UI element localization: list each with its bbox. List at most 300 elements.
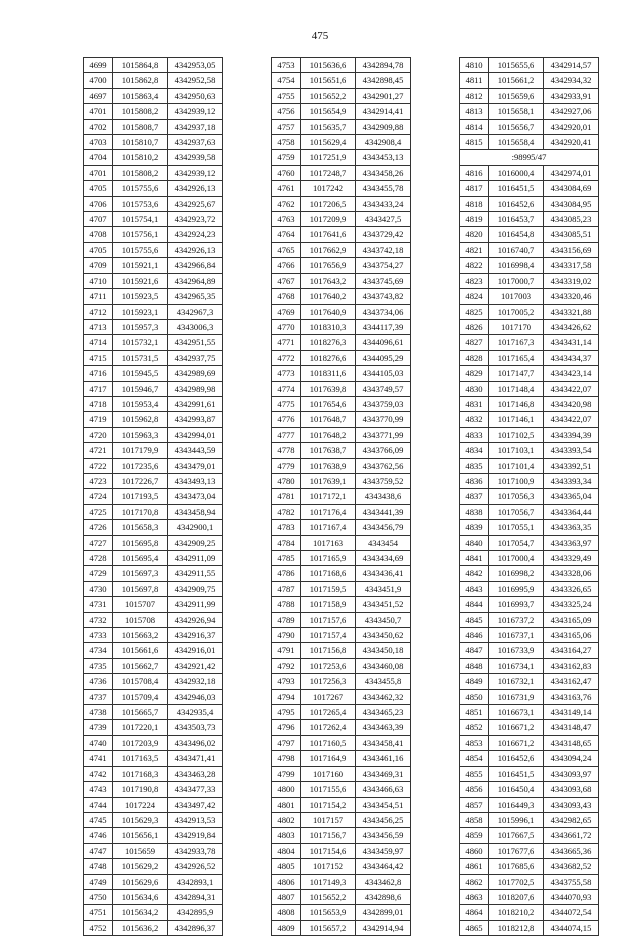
table-row — [84, 396, 223, 411]
x-coordinate-cell: 1015661,6 — [113, 643, 168, 658]
point-number-cell: 4750 — [84, 889, 113, 904]
point-number-cell: 4766 — [272, 258, 301, 273]
y-coordinate-cell: 4343469,31 — [356, 766, 411, 781]
y-coordinate-cell: 4343156,69 — [544, 242, 599, 257]
table-row — [460, 304, 599, 319]
table-row — [272, 643, 411, 658]
y-coordinate-cell: 4342923,72 — [168, 212, 223, 227]
point-number-cell: 4828 — [460, 350, 489, 365]
y-coordinate-cell: 4343422,07 — [544, 381, 599, 396]
table-row — [460, 504, 599, 519]
y-coordinate-cell: 4343497,42 — [168, 797, 223, 812]
x-coordinate-cell: 1016731,9 — [489, 689, 544, 704]
x-coordinate-cell: 1016454,8 — [489, 227, 544, 242]
y-coordinate-cell: 4342989,69 — [168, 366, 223, 381]
x-coordinate-cell: 1017154,2 — [301, 797, 356, 812]
point-number-cell: 4812 — [460, 88, 489, 103]
point-number-cell: 4793 — [272, 674, 301, 689]
y-coordinate-cell: 4342946,03 — [168, 689, 223, 704]
point-number-cell: 4741 — [84, 751, 113, 766]
point-number-cell: 4743 — [84, 782, 113, 797]
table-row — [84, 227, 223, 242]
table-row — [272, 412, 411, 427]
point-number-cell: 4770 — [272, 319, 301, 334]
point-number-cell: 4777 — [272, 427, 301, 442]
x-coordinate-cell: 1017056,3 — [489, 489, 544, 504]
table-row — [84, 119, 223, 134]
x-coordinate-cell: 1015731,5 — [113, 350, 168, 365]
x-coordinate-cell: 1016737,2 — [489, 612, 544, 627]
point-number-cell: 4711 — [84, 289, 113, 304]
x-coordinate-cell: 1015652,2 — [301, 889, 356, 904]
table-row — [272, 843, 411, 858]
table-row — [460, 273, 599, 288]
y-coordinate-cell: 4343329,49 — [544, 551, 599, 566]
y-coordinate-cell: 4343477,33 — [168, 782, 223, 797]
x-coordinate-cell: 1015659 — [113, 843, 168, 858]
point-number-cell: 4833 — [460, 427, 489, 442]
y-coordinate-cell: 4342911,99 — [168, 597, 223, 612]
point-number-cell: 4787 — [272, 581, 301, 596]
table-row — [84, 705, 223, 720]
point-number-cell: 4848 — [460, 658, 489, 673]
x-coordinate-cell: 1015659,6 — [489, 88, 544, 103]
point-number-cell: 4786 — [272, 566, 301, 581]
y-coordinate-cell: 4343162,83 — [544, 658, 599, 673]
y-coordinate-cell: 4343770,99 — [356, 412, 411, 427]
table-row — [460, 165, 599, 180]
point-number-cell: 4832 — [460, 412, 489, 427]
point-number-cell: 4706 — [84, 196, 113, 211]
table-row — [84, 458, 223, 473]
x-coordinate-cell: 1015754,1 — [113, 212, 168, 227]
table-row — [460, 458, 599, 473]
x-coordinate-cell: 1017702,5 — [489, 874, 544, 889]
y-coordinate-cell: 4342916,01 — [168, 643, 223, 658]
point-number-cell: 4762 — [272, 196, 301, 211]
x-coordinate-cell: 1017220,1 — [113, 720, 168, 735]
y-coordinate-cell: 4343463,28 — [168, 766, 223, 781]
y-coordinate-cell: 4343393,54 — [544, 443, 599, 458]
point-number-cell: 4760 — [272, 165, 301, 180]
table-row — [272, 366, 411, 381]
y-coordinate-cell: 4343326,65 — [544, 581, 599, 596]
table-row — [84, 335, 223, 350]
x-coordinate-cell: 1015636,2 — [113, 920, 168, 935]
page-number: 475 — [311, 30, 329, 42]
y-coordinate-cell: 4343503,73 — [168, 720, 223, 735]
x-coordinate-cell: 1016451,5 — [489, 181, 544, 196]
y-coordinate-cell: 4343458,41 — [356, 735, 411, 750]
point-number-cell: 4807 — [272, 889, 301, 904]
point-number-cell: 4806 — [272, 874, 301, 889]
x-coordinate-cell: 1017654,6 — [301, 396, 356, 411]
y-coordinate-cell: 4344070,93 — [544, 889, 599, 904]
table-row — [460, 812, 599, 827]
point-number-cell: 4742 — [84, 766, 113, 781]
table-row — [460, 104, 599, 119]
table-row — [272, 381, 411, 396]
table-row — [460, 58, 599, 73]
point-number-cell: 4737 — [84, 689, 113, 704]
point-number-cell: 4710 — [84, 273, 113, 288]
y-coordinate-cell: 4343148,47 — [544, 720, 599, 735]
point-number-cell: 4838 — [460, 504, 489, 519]
table-row — [84, 88, 223, 103]
point-number-cell: 4861 — [460, 859, 489, 874]
point-number-cell: 4724 — [84, 489, 113, 504]
point-number-cell: 4776 — [272, 412, 301, 427]
y-coordinate-cell: 4343451,52 — [356, 597, 411, 612]
y-coordinate-cell: 4343006,3 — [168, 319, 223, 334]
x-coordinate-cell: 1017156,8 — [301, 643, 356, 658]
y-coordinate-cell: 4343427,5 — [356, 212, 411, 227]
x-coordinate-cell: 1015962,8 — [113, 412, 168, 427]
point-number-cell: 4852 — [460, 720, 489, 735]
point-number-cell: 4823 — [460, 273, 489, 288]
x-coordinate-cell: 1015923,5 — [113, 289, 168, 304]
y-coordinate-cell: 4343321,88 — [544, 304, 599, 319]
table-row — [272, 473, 411, 488]
table-row — [272, 273, 411, 288]
point-number-cell: 4855 — [460, 766, 489, 781]
table-row — [460, 643, 599, 658]
x-coordinate-cell: 1017167,3 — [489, 335, 544, 350]
y-coordinate-cell: 4343450,18 — [356, 643, 411, 658]
point-number-cell: 4816 — [460, 165, 489, 180]
x-coordinate-cell: 1015707 — [113, 597, 168, 612]
point-number-cell: 4846 — [460, 628, 489, 643]
x-coordinate-cell: 1017179,9 — [113, 443, 168, 458]
y-coordinate-cell: 4342974,01 — [544, 165, 599, 180]
y-coordinate-cell: 4342925,67 — [168, 196, 223, 211]
point-number-cell: 4860 — [460, 843, 489, 858]
x-coordinate-cell: 1015634,6 — [113, 889, 168, 904]
x-coordinate-cell: 1017163,5 — [113, 751, 168, 766]
x-coordinate-cell: 1017172,1 — [301, 489, 356, 504]
point-number-cell: 4837 — [460, 489, 489, 504]
table-row — [272, 905, 411, 920]
x-coordinate-cell: 1015653,9 — [301, 905, 356, 920]
y-coordinate-cell: 4343759,52 — [356, 473, 411, 488]
x-coordinate-cell: 1016451,5 — [489, 766, 544, 781]
x-coordinate-cell: 1016998,2 — [489, 566, 544, 581]
y-coordinate-cell: 4343426,62 — [544, 319, 599, 334]
point-number-cell: 4817 — [460, 181, 489, 196]
point-number-cell: 4703 — [84, 135, 113, 150]
x-coordinate-cell: 1015663,2 — [113, 628, 168, 643]
table-row — [272, 427, 411, 442]
y-coordinate-cell: 4343325,24 — [544, 597, 599, 612]
table-row — [272, 520, 411, 535]
y-coordinate-cell: 4343394,39 — [544, 427, 599, 442]
x-coordinate-cell: 1017251,9 — [301, 150, 356, 165]
point-number-cell: 4754 — [272, 73, 301, 88]
table-row — [460, 628, 599, 643]
x-coordinate-cell: 1017170 — [489, 319, 544, 334]
x-coordinate-cell: 1018311,6 — [301, 366, 356, 381]
x-coordinate-cell: 1016993,7 — [489, 597, 544, 612]
x-coordinate-cell: 1017147,7 — [489, 366, 544, 381]
point-number-cell: 4722 — [84, 458, 113, 473]
table-row — [272, 135, 411, 150]
table-row — [460, 689, 599, 704]
x-coordinate-cell: 1017149,3 — [301, 874, 356, 889]
table-row — [272, 674, 411, 689]
table-row — [272, 88, 411, 103]
y-coordinate-cell: 4343471,41 — [168, 751, 223, 766]
x-coordinate-cell: 1016452,6 — [489, 751, 544, 766]
table-row — [272, 689, 411, 704]
y-coordinate-cell: 4342913,53 — [168, 812, 223, 827]
point-number-cell: 4709 — [84, 258, 113, 273]
y-coordinate-cell: 4343762,56 — [356, 458, 411, 473]
x-coordinate-cell: 1017164,9 — [301, 751, 356, 766]
table-row — [460, 196, 599, 211]
x-coordinate-cell: 1017209,9 — [301, 212, 356, 227]
x-coordinate-cell: 1016449,3 — [489, 797, 544, 812]
point-number-cell: 4854 — [460, 751, 489, 766]
x-coordinate-cell: 1015864,8 — [113, 58, 168, 73]
point-number-cell: 4705 — [84, 242, 113, 257]
point-number-cell: 4708 — [84, 227, 113, 242]
table-row — [84, 58, 223, 73]
point-number-cell: 4707 — [84, 212, 113, 227]
point-number-cell: 4844 — [460, 597, 489, 612]
table-row — [460, 828, 599, 843]
x-coordinate-cell: 1015654,9 — [301, 104, 356, 119]
table-row — [272, 150, 411, 165]
y-coordinate-cell: 4342893,1 — [168, 874, 223, 889]
point-number-cell: 4810 — [460, 58, 489, 73]
table-row — [460, 566, 599, 581]
x-coordinate-cell: 1017648,2 — [301, 427, 356, 442]
x-coordinate-cell: 1015921,6 — [113, 273, 168, 288]
x-coordinate-cell: 1017203,9 — [113, 735, 168, 750]
y-coordinate-cell: 4342909,25 — [168, 535, 223, 550]
table-row — [84, 304, 223, 319]
x-coordinate-cell: 1017262,4 — [301, 720, 356, 735]
point-number-cell: 4721 — [84, 443, 113, 458]
y-coordinate-cell: 4343433,24 — [356, 196, 411, 211]
table-row — [460, 489, 599, 504]
point-number-cell: 4726 — [84, 520, 113, 535]
x-coordinate-cell: 1018210,2 — [489, 905, 544, 920]
point-number-cell: 4820 — [460, 227, 489, 242]
x-coordinate-cell: 1015996,1 — [489, 812, 544, 827]
point-number-cell: 4789 — [272, 612, 301, 627]
point-number-cell: 4836 — [460, 473, 489, 488]
y-coordinate-cell: 4343451,9 — [356, 581, 411, 596]
table-row — [460, 366, 599, 381]
x-coordinate-cell: 1017640,9 — [301, 304, 356, 319]
table-row — [84, 504, 223, 519]
y-coordinate-cell: 4342937,18 — [168, 119, 223, 134]
y-coordinate-cell: 4342894,31 — [168, 889, 223, 904]
y-coordinate-cell: 4343093,97 — [544, 766, 599, 781]
table-row — [460, 535, 599, 550]
y-coordinate-cell: 4343456,59 — [356, 828, 411, 843]
y-coordinate-cell: 4343493,13 — [168, 473, 223, 488]
y-coordinate-cell: 4343149,14 — [544, 705, 599, 720]
y-coordinate-cell: 4343496,02 — [168, 735, 223, 750]
table-row — [84, 751, 223, 766]
x-coordinate-cell: 1015658,3 — [113, 520, 168, 535]
y-coordinate-cell: 4343682,52 — [544, 859, 599, 874]
table-row — [460, 581, 599, 596]
x-coordinate-cell: 1017667,5 — [489, 828, 544, 843]
point-number-cell: 4716 — [84, 366, 113, 381]
point-number-cell: 4800 — [272, 782, 301, 797]
y-coordinate-cell: 4343465,23 — [356, 705, 411, 720]
x-coordinate-cell: 1015755,6 — [113, 181, 168, 196]
point-number-cell: 4825 — [460, 304, 489, 319]
point-number-cell: 4815 — [460, 135, 489, 150]
y-coordinate-cell: 4343766,09 — [356, 443, 411, 458]
y-coordinate-cell: 4343759,03 — [356, 396, 411, 411]
table-row — [272, 720, 411, 735]
x-coordinate-cell: 1017226,7 — [113, 473, 168, 488]
point-number-cell: 4734 — [84, 643, 113, 658]
y-coordinate-cell: 4343450,62 — [356, 628, 411, 643]
x-coordinate-cell: 1018207,6 — [489, 889, 544, 904]
point-number-cell: 4791 — [272, 643, 301, 658]
y-coordinate-cell: 4342966,84 — [168, 258, 223, 273]
table-row — [460, 859, 599, 874]
point-number-cell: 4799 — [272, 766, 301, 781]
y-coordinate-cell: 4343755,58 — [544, 874, 599, 889]
y-coordinate-cell: 4343163,76 — [544, 689, 599, 704]
table-row — [272, 335, 411, 350]
y-coordinate-cell: 4343734,06 — [356, 304, 411, 319]
point-number-cell: 4831 — [460, 396, 489, 411]
point-number-cell: 4794 — [272, 689, 301, 704]
y-coordinate-cell: 4343423,14 — [544, 366, 599, 381]
table-row — [460, 88, 599, 103]
x-coordinate-cell: 1017206,5 — [301, 196, 356, 211]
point-number-cell: 4849 — [460, 674, 489, 689]
table-row — [460, 335, 599, 350]
point-number-cell: 4700 — [84, 73, 113, 88]
y-coordinate-cell: 4343466,63 — [356, 782, 411, 797]
x-coordinate-cell: 1017190,8 — [113, 782, 168, 797]
y-coordinate-cell: 4342909,88 — [356, 119, 411, 134]
y-coordinate-cell: 4342994,01 — [168, 427, 223, 442]
x-coordinate-cell: 1015921,1 — [113, 258, 168, 273]
table-row — [460, 427, 599, 442]
y-coordinate-cell: 4343443,59 — [168, 443, 223, 458]
table-row — [460, 551, 599, 566]
point-number-cell: 4826 — [460, 319, 489, 334]
y-coordinate-cell: 4343458,26 — [356, 165, 411, 180]
x-coordinate-cell: 1017054,7 — [489, 535, 544, 550]
table-row — [272, 504, 411, 519]
y-coordinate-cell: 4342921,42 — [168, 658, 223, 673]
table-row — [272, 304, 411, 319]
x-coordinate-cell: 1015634,2 — [113, 905, 168, 920]
y-coordinate-cell: 4342932,18 — [168, 674, 223, 689]
coordinates-table-2 — [271, 57, 411, 936]
y-coordinate-cell: 4343094,24 — [544, 751, 599, 766]
point-number-cell: 4842 — [460, 566, 489, 581]
point-number-cell: 4865 — [460, 920, 489, 935]
x-coordinate-cell: 1017157 — [301, 812, 356, 827]
table-row — [84, 905, 223, 920]
y-coordinate-cell: 4343165,06 — [544, 628, 599, 643]
x-coordinate-cell: 1015923,1 — [113, 304, 168, 319]
y-coordinate-cell: 4342989,98 — [168, 381, 223, 396]
y-coordinate-cell: 4343093,43 — [544, 797, 599, 812]
table-row — [84, 843, 223, 858]
x-coordinate-cell: 1015695,8 — [113, 535, 168, 550]
y-coordinate-cell: 4342937,63 — [168, 135, 223, 150]
point-number-cell: 4830 — [460, 381, 489, 396]
table-row — [272, 612, 411, 627]
table-row — [272, 319, 411, 334]
point-number-cell: 4862 — [460, 874, 489, 889]
point-number-cell: 4714 — [84, 335, 113, 350]
x-coordinate-cell: 1017639,8 — [301, 381, 356, 396]
x-coordinate-cell: 1017242 — [301, 181, 356, 196]
x-coordinate-cell: 1016671,2 — [489, 735, 544, 750]
y-coordinate-cell: 4342894,78 — [356, 58, 411, 73]
point-number-cell: 4809 — [272, 920, 301, 935]
point-number-cell: 4736 — [84, 674, 113, 689]
x-coordinate-cell: 1016737,1 — [489, 628, 544, 643]
x-coordinate-cell: 1017248,7 — [301, 165, 356, 180]
table-row — [460, 181, 599, 196]
x-coordinate-cell: 1017146,8 — [489, 396, 544, 411]
point-number-cell: 4746 — [84, 828, 113, 843]
y-coordinate-cell: 4342937,75 — [168, 350, 223, 365]
point-number-cell: 4735 — [84, 658, 113, 673]
x-coordinate-cell: 1015656,7 — [489, 119, 544, 134]
table-row — [460, 258, 599, 273]
y-coordinate-cell: 4344117,39 — [356, 319, 411, 334]
point-number-cell: 4749 — [84, 874, 113, 889]
y-coordinate-cell: 4342939,12 — [168, 165, 223, 180]
x-coordinate-cell: 1015753,6 — [113, 196, 168, 211]
table-row — [460, 658, 599, 673]
y-coordinate-cell: 4344096,61 — [356, 335, 411, 350]
y-coordinate-cell: 4342933,78 — [168, 843, 223, 858]
x-coordinate-cell: 1018276,6 — [301, 350, 356, 365]
x-coordinate-cell: 1015862,8 — [113, 73, 168, 88]
table-row — [272, 766, 411, 781]
y-coordinate-cell: 4343317,58 — [544, 258, 599, 273]
y-coordinate-cell: 4342993,87 — [168, 412, 223, 427]
x-coordinate-cell: 1017638,9 — [301, 458, 356, 473]
point-number-cell: 4850 — [460, 689, 489, 704]
point-number-cell: 4779 — [272, 458, 301, 473]
table-row — [272, 535, 411, 550]
point-number-cell: 4715 — [84, 350, 113, 365]
y-coordinate-cell: 4342926,13 — [168, 242, 223, 257]
table-row — [460, 412, 599, 427]
table-row — [272, 859, 411, 874]
table-row — [272, 751, 411, 766]
table-row — [460, 73, 599, 88]
x-coordinate-cell: 1016998,4 — [489, 258, 544, 273]
table-row — [272, 812, 411, 827]
table-row — [460, 135, 599, 150]
table-row — [460, 242, 599, 257]
x-coordinate-cell: 1015732,1 — [113, 335, 168, 350]
point-number-cell: 4755 — [272, 88, 301, 103]
x-coordinate-cell: 1015808,7 — [113, 119, 168, 134]
y-coordinate-cell: 4342933,91 — [544, 88, 599, 103]
point-number-cell: 4729 — [84, 566, 113, 581]
